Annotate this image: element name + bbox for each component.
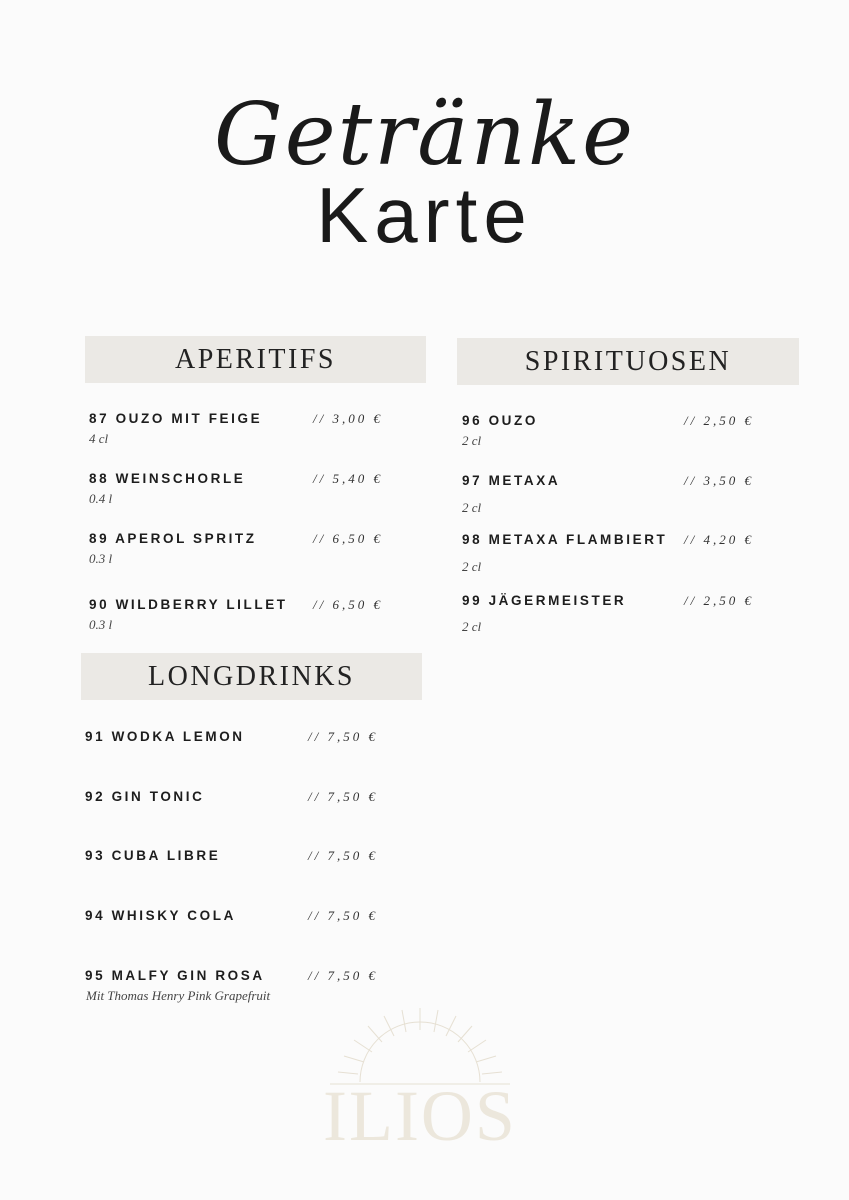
item-price: // 3,50 €: [684, 473, 754, 488]
item-size: 2 cl: [462, 619, 482, 634]
item-price: // 5,40 €: [313, 471, 383, 486]
item-name: 92 GIN TONIC: [85, 789, 205, 804]
item-size: 2 cl: [462, 500, 482, 515]
item-name: 95 MALFY GIN ROSA: [85, 968, 265, 983]
item-price: // 6,50 €: [313, 531, 383, 546]
item-price: // 4,20 €: [684, 532, 754, 547]
item-name: 96 OUZO: [462, 413, 538, 428]
item-name: 93 CUBA LIBRE: [85, 848, 221, 863]
item-name: 87 OUZO MIT FEIGE: [89, 411, 263, 426]
item-size: 4 cl: [89, 431, 109, 446]
brand-logo: [310, 1000, 530, 1165]
item-name: 90 WILDBERRY LILLET: [89, 597, 288, 612]
item-name: 99 JÄGERMEISTER: [462, 593, 627, 608]
item-name: 89 APEROL SPRITZ: [89, 531, 257, 546]
item-price: // 7,50 €: [308, 968, 378, 983]
item-price: // 6,50 €: [313, 597, 383, 612]
item-note: Mit Thomas Henry Pink Grapefruit: [86, 988, 271, 1003]
page-title-main: Karte: [316, 171, 533, 259]
item-price: // 7,50 €: [308, 789, 378, 804]
section-header-spirituosen: SPIRITUOSEN: [457, 338, 799, 385]
item-size: 0.3 l: [89, 551, 113, 566]
item-name: 94 WHISKY COLA: [85, 908, 236, 923]
item-size: 0.4 l: [89, 491, 113, 506]
section-header-aperitifs: APERITIFS: [85, 336, 426, 383]
item-name: 91 WODKA LEMON: [85, 729, 245, 744]
page-title-script: Getränke: [214, 85, 635, 185]
item-price: // 2,50 €: [684, 413, 754, 428]
item-price: // 7,50 €: [308, 729, 378, 744]
item-size: 2 cl: [462, 433, 482, 448]
logo-text: ILIOS: [323, 1076, 517, 1156]
item-price: // 7,50 €: [308, 908, 378, 923]
item-price: // 7,50 €: [308, 848, 378, 863]
item-name: 88 WEINSCHORLE: [89, 471, 246, 486]
item-price: // 3,00 €: [313, 411, 383, 426]
item-name: 97 METAXA: [462, 473, 561, 488]
item-size: 0.3 l: [89, 617, 113, 632]
item-name: 98 METAXA FLAMBIERT: [462, 532, 668, 547]
section-header-longdrinks: LONGDRINKS: [81, 653, 422, 700]
item-size: 2 cl: [462, 559, 482, 574]
item-price: // 2,50 €: [684, 593, 754, 608]
